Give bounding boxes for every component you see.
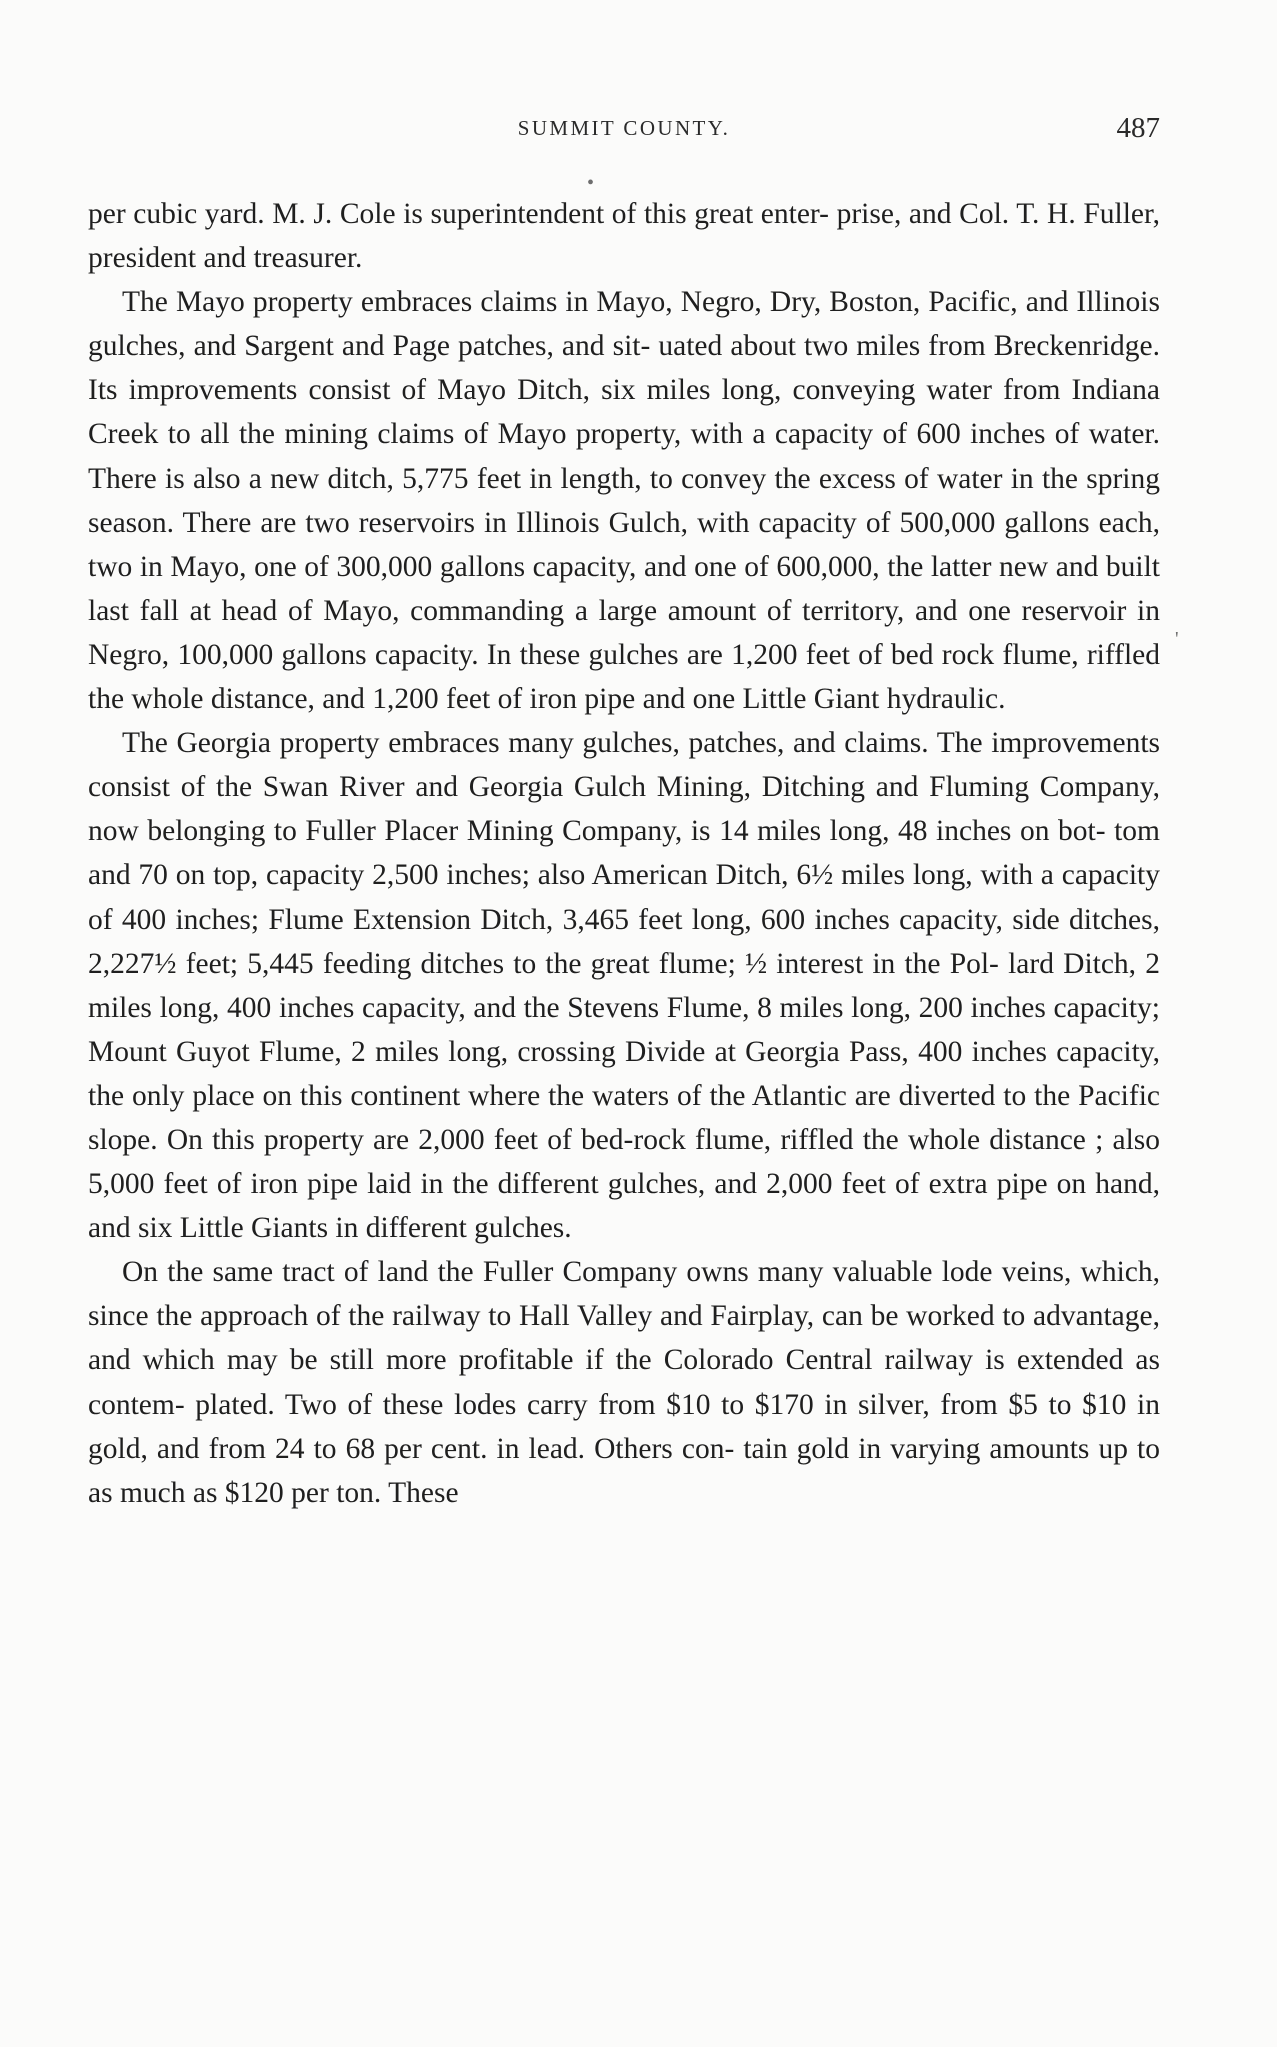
paragraph-lode-veins: On the same tract of land the Fuller Company owns many valuable lode veins, which, since the approach of the railway to Hall Valley and Fairplay, can be worked to advantage, and which may be still more profitable if the Colorado Central railway is extended as contem- plated. Two of these lodes carry from $10 to $170 in silver, from $5 to $10 in gold, and from 24 to 68 per cent. in lead. Others con- tain gold in varying amounts up to as much as $120 per ton. These: [88, 1256, 1160, 1509]
running-head: [88, 112, 1160, 146]
body-text: [88, 192, 1160, 1515]
paragraph-mayo-property: The Mayo property embraces claims in Mayo, Negro, Dry, Boston, Pacific, and Illinois gulches, and Sargent and Page patches, and sit- uated about two miles from Breckenridge. Its improvements consist of Mayo Ditch, six miles long, conveying water from Indiana Creek to all the mining claims of Mayo property, with a capacity of 600 inches of water. There is also a new ditch, 5,775 feet in length, to convey the excess of water in the spring season. There are two reservoirs in Illinois Gulch, with capacity of 500,000 gallons each, two in Mayo, one of 300,000 gallons capacity, and one of 600,000, the latter new and built last fall at head of Mayo, commanding a large amount of territory, and one reservoir in Negro, 100,000 gallons capacity. In these gulches are 1,200 feet of bed rock flume, riffled the whole distance, and 1,200 feet of iron pipe and one Little Giant hydraulic.: [88, 286, 1160, 716]
paragraph-georgia-property: The Georgia property embraces many gulches, patches, and claims. The improvements consist of the Swan River and Georgia Gulch Mining, Ditching and Fluming Company, now belonging to Fuller Placer Mining Company, is 14 miles long, 48 inches on bot- tom and 70 on top, capacity 2,500 inches; also American Ditch, 6½ miles long, with a capacity of 400 inches; Flume Extension Ditch, 3,465 feet long, 600 inches capacity, side ditches, 2,227½ feet; 5,445 feeding ditches to the great flume; ½ interest in the Pol- lard Ditch, 2 miles long, 400 inches capacity, and the Stevens Flume, 8 miles long, 200 inches capacity; Mount Guyot Flume, 2 miles long, crossing Divide at Georgia Pass, 400 inches capacity, the only place on this continent where the waters of the Atlantic are diverted to the Pacific slope. On this property are 2,000 feet of bed-rock flume, riffled the whole distance ; also 5,000 feet of iron pipe laid in the different gulches, and 2,000 feet of extra pipe on hand, and six Little Giants in different gulches.: [88, 727, 1160, 1245]
ink-speck: ': [1175, 628, 1179, 650]
page-header-title: SUMMIT COUNTY.: [517, 116, 731, 140]
page-number: 487: [1116, 112, 1160, 144]
ink-speck: •: [587, 172, 595, 194]
paragraph-continuation: per cubic yard. M. J. Cole is superintendent of this great enter- prise, and Col. T. H. Fuller, president and treasurer.: [88, 198, 1160, 275]
